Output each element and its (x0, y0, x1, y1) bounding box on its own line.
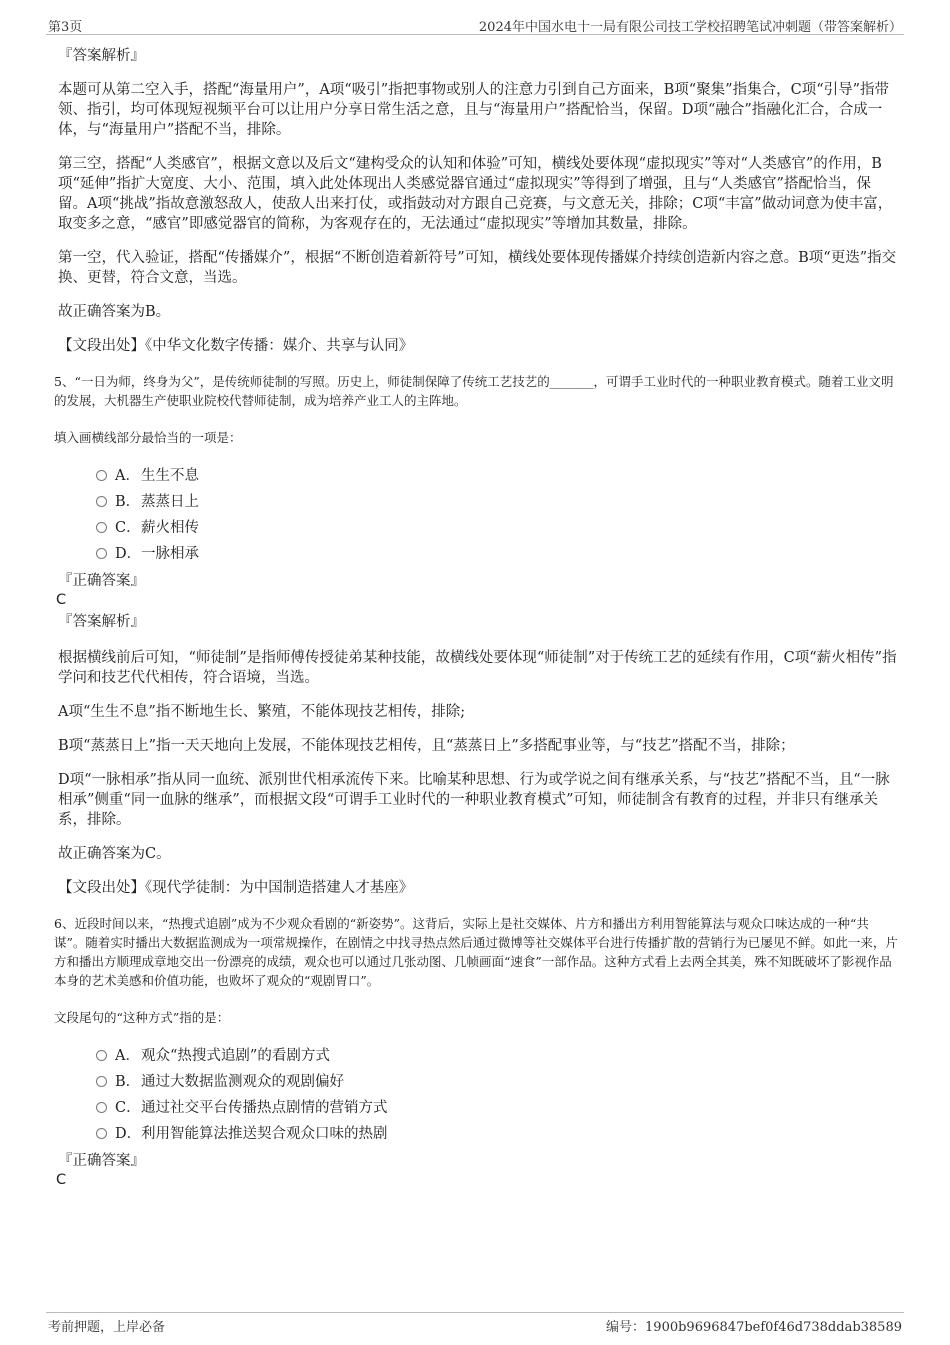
radio-icon[interactable] (96, 496, 107, 507)
option-c[interactable] (58, 1093, 898, 1119)
question-5-stem (54, 372, 900, 410)
correct-answer-value: C (56, 1172, 67, 1188)
question-5-text-after: ，可谓手工业时代的一种职业教育模式。随着工业文明的发展，大机器生产使职业院校代替师徒制，成为培养产业工人的主阵地。 (54, 374, 894, 408)
correct-answer-label: 『正确答案』 (58, 573, 145, 589)
analysis-paragraph: 本题可从第二空入手，搭配“海量用户”，A项“吸引”指把事物或别人的注意力引到自己方面来，B项“聚集”指集合，C项“引导”指带领、指引，均可体现短视频平台可以让用户分享日常生活之意，且与“海量用户”搭配恰当，保留。D项“融合”指融化汇合，合成一体，与“海量用户”搭配不当，排除。 (58, 82, 890, 138)
analysis-paragraph: 故正确答案为C。 (58, 846, 171, 862)
radio-icon[interactable] (96, 470, 107, 481)
option-text: 薪火相传 (141, 519, 199, 536)
radio-icon[interactable] (96, 522, 107, 533)
option-letter: D． (115, 545, 142, 562)
analysis-paragraph: 故正确答案为B。 (58, 304, 171, 320)
option-text: 利用智能算法推送契合观众口味的热剧 (141, 1125, 388, 1142)
option-letter: B． (115, 493, 141, 510)
analysis-label: 『答案解析』 (58, 614, 145, 630)
option-letter: A． (115, 467, 140, 484)
option-text: 通过社交平台传播热点剧情的营销方式 (141, 1099, 388, 1116)
analysis-paragraph: B项“蒸蒸日上”指一天天地向上发展，不能体现技艺相传，且“蒸蒸日上”多搭配事业等，与“技艺”搭配不当，排除； (58, 738, 795, 754)
source-citation: 【文段出处】《中华文化数字传播：媒介、共享与认同》 (58, 338, 414, 354)
page-footer (46, 1312, 904, 1337)
option-letter: C． (115, 519, 141, 536)
page-content (54, 46, 898, 1190)
option-letter: B． (115, 1073, 141, 1090)
question-5-options (58, 461, 898, 565)
option-text: 一脉相承 (141, 545, 199, 562)
option-c[interactable] (58, 513, 898, 539)
question-5-prompt: 填入画横线部分最恰当的一项是： (54, 430, 242, 445)
analysis-paragraph: D项“一脉相承”指从同一血统、派别世代相承流传下来。比喻某种思想、行为或学说之间有继承关系，与“技艺”搭配不当，且“一脉相承”侧重“同一血脉的继承”，而根据文段“可谓手工业时代的一种职业教育模式”可知，师徒制含有教育的过程，并非只有继承关系，排除。 (58, 772, 890, 828)
radio-icon[interactable] (96, 1128, 107, 1139)
document-id: 编号：1900b9696847bef0f46d738ddab38589 (606, 1320, 902, 1335)
option-d[interactable] (58, 1119, 898, 1145)
analysis-paragraph: 第一空，代入验证，搭配“传播媒介”，根据“不断创造着新符号”可知，横线处要体现传播媒介持续创造新内容之意。B项“更迭”指交换、更替，符合文意，当选。 (58, 250, 897, 286)
option-text: 观众“热搜式追剧”的看剧方式 (141, 1047, 330, 1064)
question-6-prompt: 文段尾句的“这种方式”指的是： (54, 1010, 230, 1025)
option-b[interactable] (58, 487, 898, 513)
radio-icon[interactable] (96, 1076, 107, 1087)
source-citation: 【文段出处】《现代学徒制：为中国制造搭建人才基座》 (58, 880, 414, 896)
option-b[interactable] (58, 1067, 898, 1093)
page-number: 第3页 (48, 20, 83, 35)
radio-icon[interactable] (96, 1102, 107, 1113)
correct-answer-label: 『正确答案』 (58, 1153, 145, 1169)
option-text: 生生不息 (141, 467, 199, 484)
option-a[interactable] (58, 1041, 898, 1067)
question-6-options (58, 1041, 898, 1145)
analysis-label: 『答案解析』 (58, 48, 145, 64)
question-5-blank: _______ (549, 374, 594, 389)
option-letter: D． (115, 1125, 142, 1142)
option-text: 蒸蒸日上 (141, 493, 199, 510)
option-letter: C． (115, 1099, 141, 1116)
page-header (46, 14, 904, 35)
radio-icon[interactable] (96, 548, 107, 559)
radio-icon[interactable] (96, 1050, 107, 1061)
analysis-paragraph: 根据横线前后可知，“师徒制”是指师傅传授徒弟某种技能，故横线处要体现“师徒制”对于传统工艺的延续有作用，C项“薪火相传”指学问和技艺代代相传，符合语境，当选。 (58, 650, 897, 686)
analysis-paragraph: A项“生生不息”指不断地生长、繁殖，不能体现技艺相传，排除; (58, 704, 466, 720)
option-letter: A． (115, 1047, 140, 1064)
footer-slogan: 考前押题，上岸必备 (48, 1320, 166, 1335)
option-text: 通过大数据监测观众的观剧偏好 (141, 1073, 344, 1090)
option-d[interactable] (58, 539, 898, 565)
analysis-paragraph: 第三空，搭配“人类感官”，根据文意以及后文“建构受众的认知和体验”可知，横线处要体现“虚拟现实”等对“人类感官”的作用，B项“延伸”指扩大宽度、大小、范围，填入此处体现出人类感觉器官通过“虚拟现实”等得到了增强，且与“人类感官”搭配恰当，保留。A项“挑战”指故意激怒敌人，使敌人出来打仗，或指鼓动对方跟自己竞赛，与文意无关，排除；C项“丰富”做动词意为使丰富，取变多之意，“感官”即感觉器官的简称，为客观存在的，无法通过“虚拟现实”等增加其数量，排除。 (58, 156, 893, 232)
correct-answer-value: C (56, 592, 67, 608)
option-a[interactable] (58, 461, 898, 487)
document-title: 2024年中国水电十一局有限公司技工学校招聘笔试冲刺题（带答案解析） (478, 20, 902, 35)
question-6-stem: 6、近段时间以来，“热搜式追剧”成为不少观众看剧的“新姿势”。这背后，实际上是社交媒体、片方和播出方利用智能算法与观众口味达成的一种“共谋”。随着实时播出大数据监测成为一项常规操作，在剧情之中找寻热点然后通过微博等社交媒体平台进行传播扩散的营销行为已屡见不鲜。如此一来，片方和播出方顺理成章地交出一份漂亮的成绩，观众也可以通过几张动图、几帧画面“速食”一部作品。这种方式看上去两全其美，殊不知既破坏了影视作品本身的艺术美感和价值功能，也败坏了观众的“观剧胃口”。 (54, 916, 898, 988)
question-5-text-before: 5、“一日为师，终身为父”，是传统师徒制的写照。历史上，师徒制保障了传统工艺技艺的 (54, 374, 550, 389)
